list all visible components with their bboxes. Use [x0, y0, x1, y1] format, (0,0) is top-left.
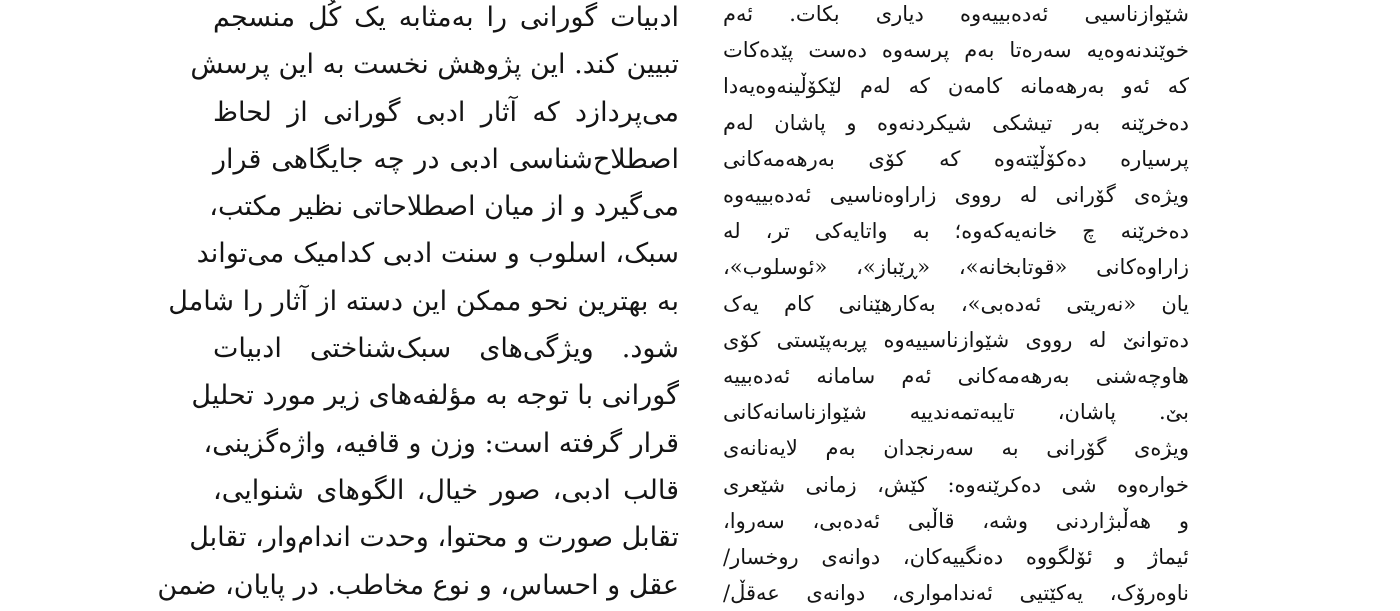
text-line: ویژەی گۆرانی بە سەرنجدان بەم لایەنانەی — [723, 436, 1189, 461]
text-line: پرسیارە دەکۆڵێتەوە کە کۆی بەرهەمەکانی — [723, 146, 1189, 171]
text-line: دەخرێنە چ خانەیەکەوە؛ بە واتایەکی تر، لە — [723, 219, 1189, 244]
text-line: اصطلاح‌شناسی ادبی در چه جایگاهی قرار — [213, 143, 679, 175]
text-line: کە ئەو بەرهەمانە کامەن کە لەم لێکۆڵینەوەیەدا — [723, 74, 1189, 99]
persian-text-column — [157, 0, 679, 609]
text-line: شێوازناسیی ئەدەبییەوە دیاری بکات. ئەم — [723, 2, 1189, 26]
text-line: قالب ادبی، صور خیال، الگوهای شنوایی، — [213, 474, 679, 506]
text-line: بێ. پاشان، تایبەتمەندییە شێوازناسانەکانی — [723, 400, 1189, 425]
text-line: دەخرێنە بەر تیشکی شیکردنەوە و پاشان لەم — [723, 110, 1189, 135]
text-line: خوێندنەوەیە سەرەتا بەم پرسەوە دەست پێدەکات — [723, 38, 1189, 63]
text-line: قرار گرفته است: وزن و قافیه، واژه‌گزینی، — [203, 427, 679, 459]
text-line: ادبیات گورانی را به‌مثابه یک کُل منسجم — [213, 2, 679, 33]
text-line: خوارەوە شی دەکرێنەوە: کێش، زمانی شێعری — [723, 472, 1189, 497]
text-line: سبک، اسلوب و سنت ادبی کدامیک می‌تواند — [196, 238, 679, 270]
text-line: گورانی با توجه به مؤلفه‌های زیر مورد تحلیل — [191, 380, 679, 412]
text-line: عقل و احساس، و نوع مخاطب. در پایان، ضمن — [157, 569, 679, 601]
text-line: تبیین کند. این پژوهش نخست به این پرسش — [190, 49, 679, 81]
text-line: به بهترین نحو ممکن این دسته از آثار را شامل — [168, 285, 679, 317]
text-line: ئیماژ و ئۆلگووە دەنگییەکان، دوانەی روخسار/ — [723, 545, 1189, 570]
text-line: و هەڵبژاردنی وشە، قاڵبی ئەدەبی، سەروا، — [723, 508, 1189, 533]
text-line: می‌پردازد که آثار ادبی گورانی از لحاظ — [213, 96, 679, 128]
text-line: دەتوانێ لە رووی شێوازناسییەوە پڕبەپێستی کۆی — [723, 327, 1189, 352]
kurdish-text-column — [723, 0, 1189, 611]
text-line: شود. ویژگی‌های سبک‌شناختی ادبیات — [213, 333, 679, 365]
text-line: می‌گیرد و از میان اصطلاحاتی نظیر مکتب، — [209, 191, 679, 223]
text-line: ناوەرۆک، یەکێتیی ئەندامواری، دوانەی عەقڵ/ — [723, 581, 1189, 606]
text-line: تقابل صورت و محتوا، وحدت اندام‌وار، تقابل — [189, 522, 679, 554]
text-line: هاوچەشنی بەرهەمەکانی ئەم سامانە ئەدەبییە — [723, 364, 1189, 389]
text-line: یان «نەریتی ئەدەبی»، بەکارهێنانی کام یەک — [723, 291, 1189, 316]
text-line: ویژەی گۆرانی لە رووی زاراوەناسیی ئەدەبییەوە — [723, 183, 1189, 208]
text-line: زاراوەکانی «قوتابخانە»، «ڕێباز»، «ئوسلوب»، — [723, 255, 1189, 280]
